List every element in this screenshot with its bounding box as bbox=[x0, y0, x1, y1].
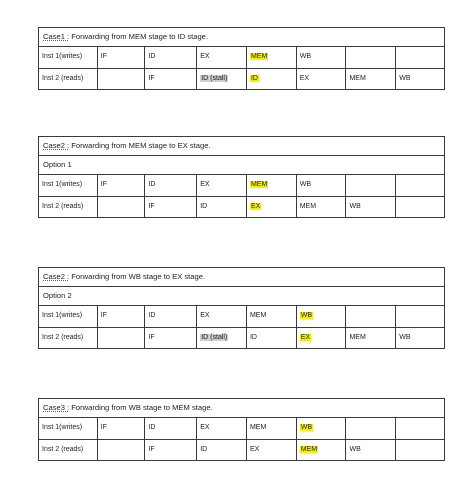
stage-cell: MEM bbox=[296, 197, 346, 217]
case-label: Case3 : bbox=[43, 403, 70, 412]
table-row bbox=[39, 175, 444, 196]
table-row bbox=[39, 47, 444, 68]
highlighted-stage: MEM bbox=[250, 53, 268, 60]
instruction-label: Inst 2 (reads) bbox=[42, 75, 84, 82]
stage-cell: EX bbox=[196, 306, 246, 327]
stage-cell bbox=[345, 306, 395, 327]
instruction-label: Inst 1(writes) bbox=[42, 424, 83, 431]
stage-cell bbox=[196, 328, 246, 348]
case-description: Forwarding from WB stage to EX stage. bbox=[69, 272, 206, 281]
stage-cell: ID bbox=[144, 306, 196, 327]
stage-cell bbox=[97, 440, 145, 460]
stage-cell: ID bbox=[196, 197, 246, 217]
instruction-label: Inst 2 (reads) bbox=[42, 446, 84, 453]
case-title bbox=[39, 28, 444, 47]
case-label: Case2 : bbox=[43, 141, 70, 150]
case2-option1-table bbox=[38, 136, 445, 218]
stage-cell: IF bbox=[97, 175, 145, 196]
stall-stage: ID (stall) bbox=[201, 334, 228, 341]
stage-cell: WB bbox=[296, 175, 346, 196]
instruction-label: Inst 1(writes) bbox=[42, 181, 83, 188]
stage-cell: IF bbox=[144, 440, 196, 460]
stage-cell: IF bbox=[97, 306, 145, 327]
stage-cell: WB bbox=[395, 69, 444, 89]
stage-cell: WB bbox=[345, 440, 395, 460]
instruction-label: Inst 1(writes) bbox=[42, 53, 83, 60]
stage-cell: EX bbox=[196, 47, 246, 68]
stage-cell bbox=[296, 306, 346, 327]
case3-table bbox=[38, 398, 445, 461]
stage-cell: EX bbox=[196, 418, 246, 439]
stage-cell bbox=[395, 440, 444, 460]
stage-cell: ID bbox=[144, 47, 196, 68]
stage-cell bbox=[246, 69, 296, 89]
highlighted-stage: MEM bbox=[250, 181, 268, 188]
table-row bbox=[39, 418, 444, 439]
stage-cell bbox=[296, 328, 346, 348]
option-label: Option 2 bbox=[39, 287, 444, 306]
stage-cell: WB bbox=[296, 47, 346, 68]
table-row bbox=[39, 327, 444, 348]
stage-cell: ID bbox=[196, 440, 246, 460]
case-description: Forwarding from MEM stage to ID stage. bbox=[69, 32, 209, 41]
stage-cell bbox=[395, 47, 444, 68]
table-row bbox=[39, 306, 444, 327]
stage-cell bbox=[246, 175, 296, 196]
case-title bbox=[39, 399, 444, 418]
stage-cell: IF bbox=[97, 418, 145, 439]
stage-cell: MEM bbox=[246, 306, 296, 327]
case-title bbox=[39, 268, 444, 287]
option-label: Option 1 bbox=[39, 156, 444, 175]
case1-table bbox=[38, 27, 445, 90]
highlighted-stage: EX bbox=[250, 203, 261, 210]
stage-cell: IF bbox=[144, 69, 196, 89]
stage-cell: IF bbox=[97, 47, 145, 68]
stall-stage: ID (stall) bbox=[201, 75, 228, 82]
stage-cell bbox=[296, 440, 346, 460]
table-row bbox=[39, 196, 444, 217]
case-title bbox=[39, 137, 444, 156]
stage-cell bbox=[395, 197, 444, 217]
stage-cell bbox=[97, 69, 145, 89]
instruction-label: Inst 1(writes) bbox=[42, 312, 83, 319]
stage-cell bbox=[246, 197, 296, 217]
stage-cell bbox=[97, 328, 145, 348]
stage-cell bbox=[395, 175, 444, 196]
stage-cell: WB bbox=[395, 328, 444, 348]
stage-cell: MEM bbox=[345, 328, 395, 348]
stage-cell: EX bbox=[246, 440, 296, 460]
instruction-label: Inst 2 (reads) bbox=[42, 334, 84, 341]
stage-cell: MEM bbox=[345, 69, 395, 89]
table-row bbox=[39, 439, 444, 460]
highlighted-stage: WB bbox=[300, 424, 312, 431]
stage-cell: MEM bbox=[246, 418, 296, 439]
stage-cell: IF bbox=[144, 328, 196, 348]
stage-cell bbox=[97, 197, 145, 217]
stage-cell: ID bbox=[144, 175, 196, 196]
highlighted-stage: WB bbox=[300, 312, 312, 319]
instruction-label: Inst 2 (reads) bbox=[42, 203, 84, 210]
stage-cell bbox=[246, 47, 296, 68]
case2-option2-table bbox=[38, 267, 445, 349]
case-label: Case1 : bbox=[43, 32, 70, 41]
case-label: Case2 : bbox=[43, 272, 70, 281]
stage-cell bbox=[345, 418, 395, 439]
stage-cell bbox=[196, 69, 246, 89]
case-description: Forwarding from WB stage to MEM stage. bbox=[69, 403, 213, 412]
highlighted-stage: EX bbox=[300, 334, 311, 341]
stage-cell: WB bbox=[345, 197, 395, 217]
stage-cell bbox=[296, 418, 346, 439]
stage-cell: IF bbox=[144, 197, 196, 217]
table-row bbox=[39, 68, 444, 89]
highlighted-stage: MEM bbox=[300, 446, 318, 453]
stage-cell bbox=[345, 47, 395, 68]
case-description: Forwarding from MEM stage to EX stage. bbox=[69, 141, 211, 150]
stage-cell bbox=[395, 306, 444, 327]
highlighted-stage: ID bbox=[250, 75, 258, 82]
stage-cell: ID bbox=[246, 328, 296, 348]
stage-cell: EX bbox=[196, 175, 246, 196]
stage-cell: EX bbox=[296, 69, 346, 89]
stage-cell: ID bbox=[144, 418, 196, 439]
stage-cell bbox=[395, 418, 444, 439]
stage-cell bbox=[345, 175, 395, 196]
